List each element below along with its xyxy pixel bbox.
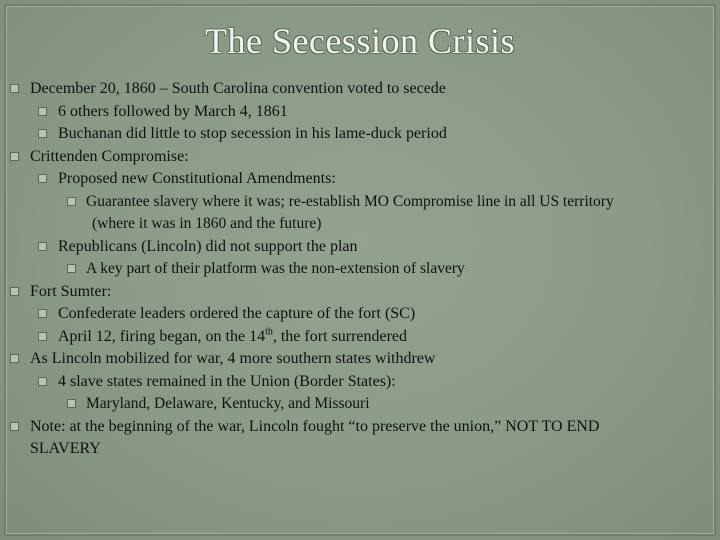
sub-bullet-item: Confederate leaders ordered the capture of the fort (SC) <box>8 303 712 326</box>
sub-bullet-item: 6 others followed by March 4, 1861 <box>8 101 712 124</box>
square-bullet-icon <box>38 332 47 341</box>
square-bullet-icon <box>38 129 47 138</box>
sub-sub-bullet-item: Guarantee slavery where it was; re-establish MO Compromise line in all US territory <box>8 191 712 214</box>
sub-bullet-item: Proposed new Constitutional Amendments: <box>8 168 712 191</box>
bullet-item: Note: at the beginning of the war, Lincoln fought “to preserve the union,” NOT TO END <box>8 416 712 439</box>
sub-sub-bullet-item: A key part of their platform was the non-extension of slavery <box>8 258 712 281</box>
bullet-item: As Lincoln mobilized for war, 4 more southern states withdrew <box>8 348 712 371</box>
sub-bullet-item: April 12, firing began, on the 14th, the fort surrendered <box>8 326 712 349</box>
square-bullet-icon <box>38 107 47 116</box>
bullet-list <box>8 78 712 461</box>
bullet-item: December 20, 1860 – South Carolina convention voted to secede <box>8 78 712 101</box>
square-bullet-icon <box>67 399 76 408</box>
bullet-continuation: SLAVERY <box>30 440 101 457</box>
sub-bullet-item: Buchanan did little to stop secession in his lame-duck period <box>8 123 712 146</box>
square-bullet-icon <box>10 287 19 296</box>
square-bullet-icon <box>67 264 76 273</box>
square-bullet-icon <box>10 84 19 93</box>
slide-title: The Secession Crisis <box>205 21 515 61</box>
square-bullet-icon <box>10 422 19 431</box>
bullet-item: Fort Sumter: <box>8 281 712 304</box>
square-bullet-icon <box>10 152 19 161</box>
sub-bullet-item: 4 slave states remained in the Union (Border States): <box>8 371 712 394</box>
bullet-item: Crittenden Compromise: <box>8 146 712 169</box>
square-bullet-icon <box>67 197 76 206</box>
square-bullet-icon <box>10 354 19 363</box>
bullet-continuation: (where it was in 1860 and the future) <box>92 215 322 232</box>
sub-sub-bullet-item: Maryland, Delaware, Kentucky, and Missouri <box>8 393 712 416</box>
square-bullet-icon <box>38 242 47 251</box>
square-bullet-icon <box>38 377 47 386</box>
square-bullet-icon <box>38 309 47 318</box>
square-bullet-icon <box>38 174 47 183</box>
sub-bullet-item: Republicans (Lincoln) did not support the plan <box>8 236 712 259</box>
